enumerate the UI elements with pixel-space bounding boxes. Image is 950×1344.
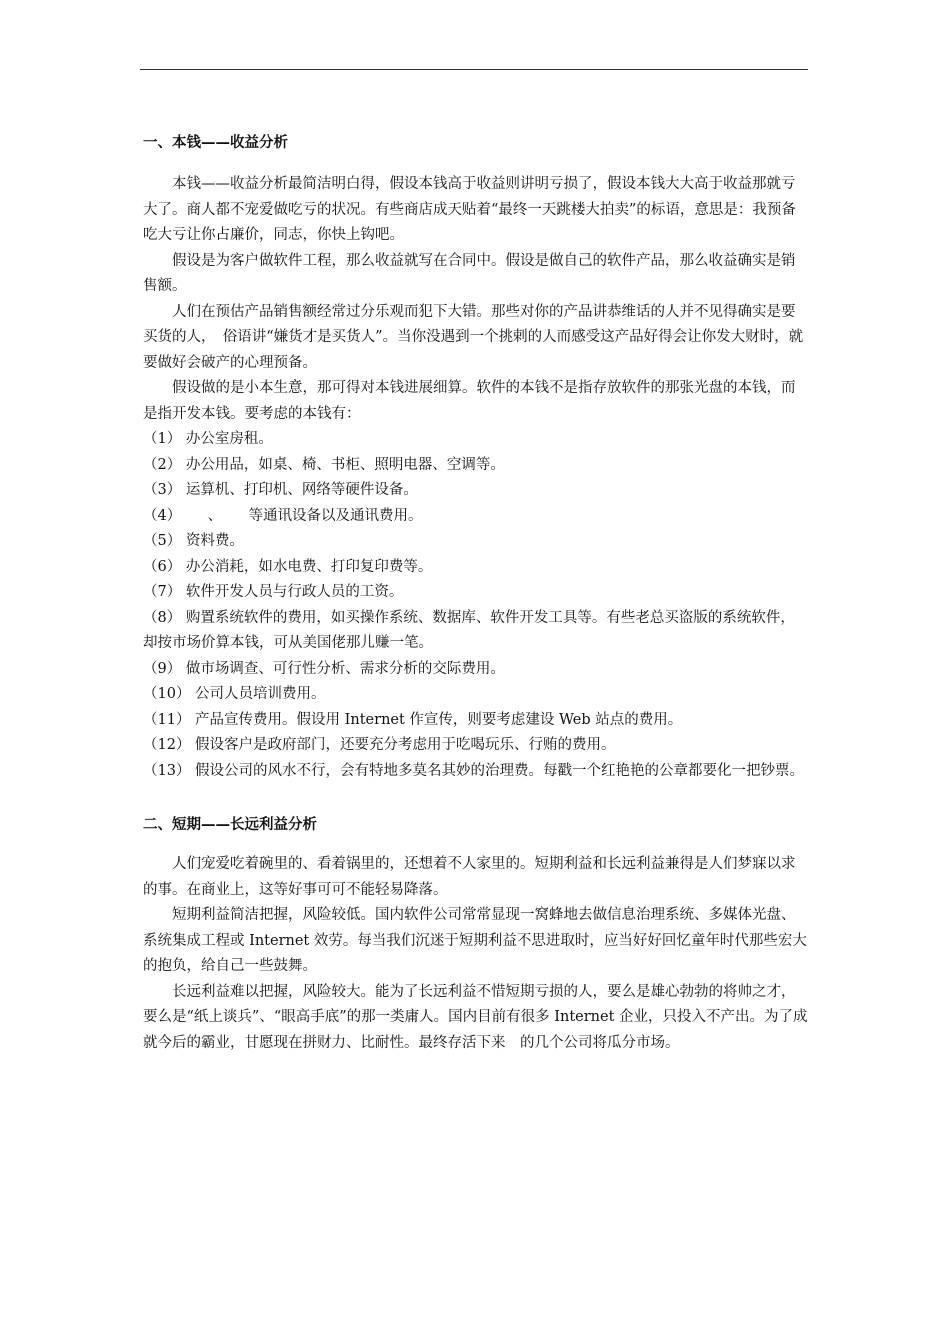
paragraph: 假设是为客户做软件工程，那么收益就写在合同中。假设是做自己的软件产品，那么收益确实是销售额。 <box>143 252 796 294</box>
list-item: （6） 办公消耗，如水电费、打印复印费等。 <box>143 558 433 575</box>
paragraph: 本钱——收益分析最简洁明白得，假设本钱高于收益则讲明亏损了，假设本钱大大高于收益那就亏大了。商人都不宠爱做吃亏的状况。有些商店成天贴着“最终一天跳楼大拍卖”的标语，意思是：我预备吃大亏让你占廉价，同志，你快上钩吧。 <box>143 176 796 243</box>
list-item: （3） 运算机、打印机、网络等硬件设备。 <box>143 482 418 498</box>
list-item: （7） 软件开发人员与行政人员的工资。 <box>143 584 404 600</box>
list-item: （12） 假设客户是政府部门，还要充分考虑用于吃喝玩乐、行贿的费用。 <box>143 737 616 753</box>
list-item: （1） 办公室房租。 <box>143 431 273 447</box>
paragraph: 短期利益简洁把握，风险较低。国内软件公司常常显现一窝蜂地去做信息治理系统、多媒体光盘、系统集成工程或 Internet 效劳。每当我们沉迷于短期利益不思进取时，应当好好回忆童年时代那些宏大的抱负，给自己一些鼓舞。 <box>143 907 807 974</box>
list-item: （13） 假设公司的风水不行，会有特地多莫名其妙的治理费。每戳一个红艳艳的公章都要化一把钞票。 <box>143 762 805 779</box>
cost-list <box>143 427 808 784</box>
list-item: （2） 办公用品，如桌、椅、书柜、照明电器、空调等。 <box>143 456 505 473</box>
paragraph: 人们宠爱吃着碗里的、看着锅里的，还想着不人家里的。短期利益和长远利益兼得是人们梦寐以求的事。在商业上，这等好事可可不能轻易降落。 <box>143 856 796 898</box>
list-item: （5） 资料费。 <box>143 533 244 549</box>
paragraph: 长远利益难以把握，风险较大。能为了长远利益不惜短期亏损的人，要么是雄心勃勃的将帅之才，要么是“纸上谈兵”、“眼高手底”的那一类庸人。国内目前有很多 Internet 企业，只投入不产出。为了成就今后的霸业，甘愿现在拼财力、比耐性。最终存活下来 的几个公司将瓜分市场。 <box>143 983 808 1051</box>
paragraph: 假设做的是小本生意，那可得对本钱进展细算。软件的本钱不是指存放软件的那张光盘的本钱，而是指开发本钱。要考虑的本钱有： <box>143 380 796 422</box>
list-item: （4） 、 等通讯设备以及通讯费用。 <box>143 507 423 524</box>
list-item: （9） 做市场调查、可行性分析、需求分析的交际费用。 <box>143 660 505 677</box>
section-1-heading: 一、本钱——收益分析 <box>143 135 288 151</box>
list-item: （11） 产品宣传费用。假设用 Internet 作宣传，则要考虑建设 Web 站点的费用。 <box>143 711 683 728</box>
paragraph: 人们在预估产品销售额经常过分乐观而犯下大错。那些对你的产品讲恭维话的人并不见得确实是要买货的人， 俗语讲“嫌货才是买货人”。当你没遇到一个挑剌的人而感受这产品好得会让你发大财时，就要做好会破产的心理预备。 <box>143 303 804 371</box>
list-item: （8） 购置系统软件的费用，如买操作系统、数据库、软件开发工具等。有些老总买盗版的系统软件，却按市场价算本钱，可从美国佬那儿赚一笔。 <box>143 609 795 651</box>
section-2-heading: 二、短期——长远利益分析 <box>143 817 317 833</box>
document-body <box>143 130 808 1056</box>
list-item: （10） 公司人员培训费用。 <box>143 686 326 702</box>
header-rule <box>140 69 808 70</box>
